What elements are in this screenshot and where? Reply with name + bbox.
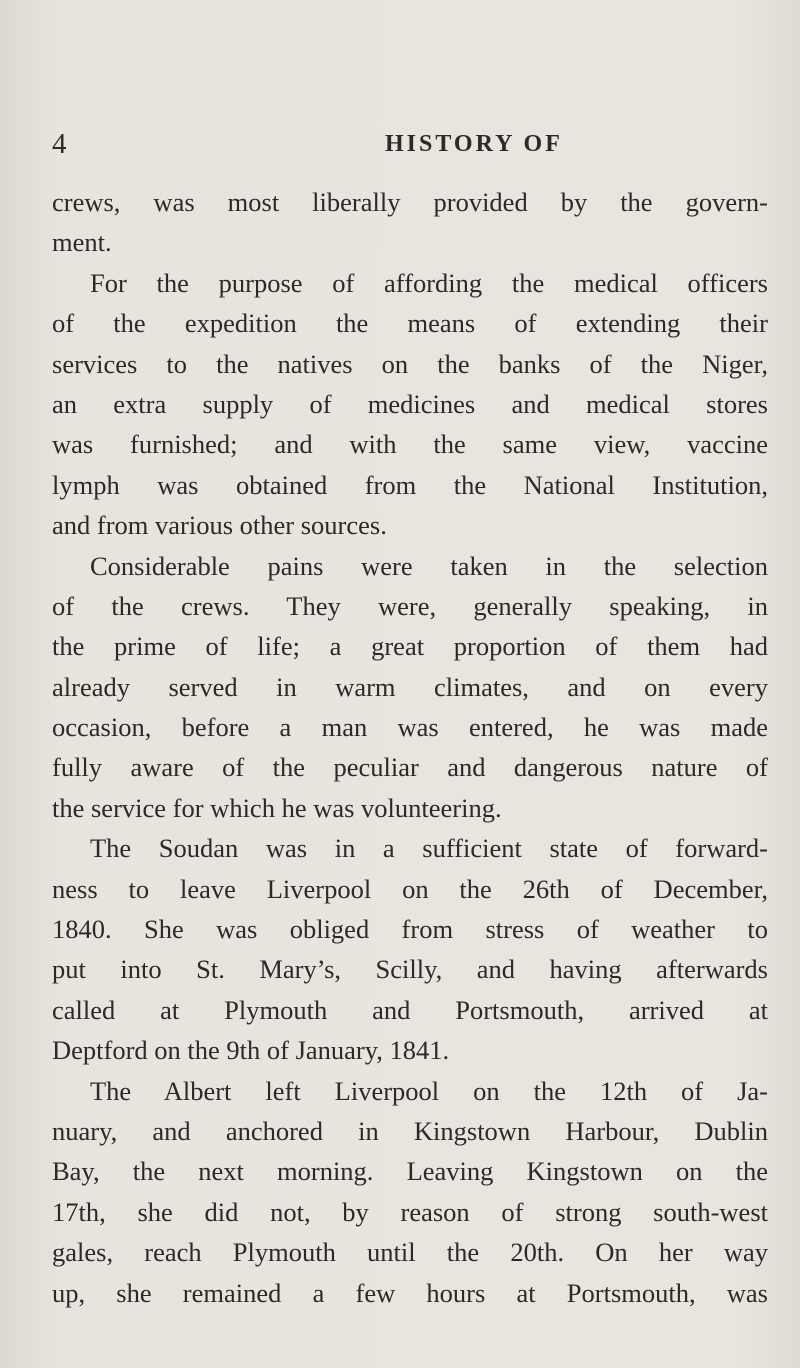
text-line: 17th, she did not, by reason of strong south-west <box>52 1196 768 1227</box>
text-line: the service for which he was volunteering. <box>52 792 502 823</box>
running-title: HISTORY OF <box>385 131 563 157</box>
text-line: services to the natives on the banks of the Niger, <box>52 348 768 379</box>
text-line: The Soudan was in a sufficient state of forward- <box>90 833 768 864</box>
text-line: For the purpose of affording the medical officers <box>90 267 768 298</box>
text-line: nuary, and anchored in Kingstown Harbour, Dublin <box>52 1115 768 1146</box>
text-line: called at Plymouth and Portsmouth, arrived at <box>52 994 768 1025</box>
text-line: the prime of life; a great proportion of them had <box>52 631 768 662</box>
text-line: put into St. Mary’s, Scilly, and having afterwards <box>52 954 768 985</box>
body-text <box>52 182 768 1313</box>
text-line: of the expedition the means of extending their <box>52 308 768 339</box>
text-line: The Albert left Liverpool on the 12th of Ja- <box>90 1075 768 1106</box>
text-line: Deptford on the 9th of January, 1841. <box>52 1035 450 1066</box>
text-line: already served in warm climates, and on every <box>52 671 768 702</box>
text-line: Bay, the next morning. Leaving Kingstown on the <box>52 1156 768 1187</box>
text-line: and from various other sources. <box>52 510 387 541</box>
text-line: up, she remained a few hours at Portsmouth, was <box>52 1277 768 1308</box>
text-line: 1840. She was obliged from stress of weather to <box>52 914 768 945</box>
text-line: Considerable pains were taken in the selection <box>90 550 768 581</box>
text-line: ness to leave Liverpool on the 26th of December, <box>52 873 768 904</box>
text-line: crews, was most liberally provided by the govern- <box>52 187 768 217</box>
text-line: an extra supply of medicines and medical stores <box>52 388 768 419</box>
text-line: lymph was obtained from the National Institution, <box>52 469 768 500</box>
text-line: ment. <box>52 227 112 258</box>
text-line: occasion, before a man was entered, he was made <box>52 712 768 743</box>
text-line: fully aware of the peculiar and dangerous nature of <box>52 752 768 783</box>
text-line: was furnished; and with the same view, vaccine <box>52 429 768 460</box>
page-number: 4 <box>52 128 67 160</box>
running-head <box>52 126 768 162</box>
text-line: of the crews. They were, generally speaking, in <box>52 590 768 621</box>
text-line: gales, reach Plymouth until the 20th. On her way <box>52 1237 768 1268</box>
